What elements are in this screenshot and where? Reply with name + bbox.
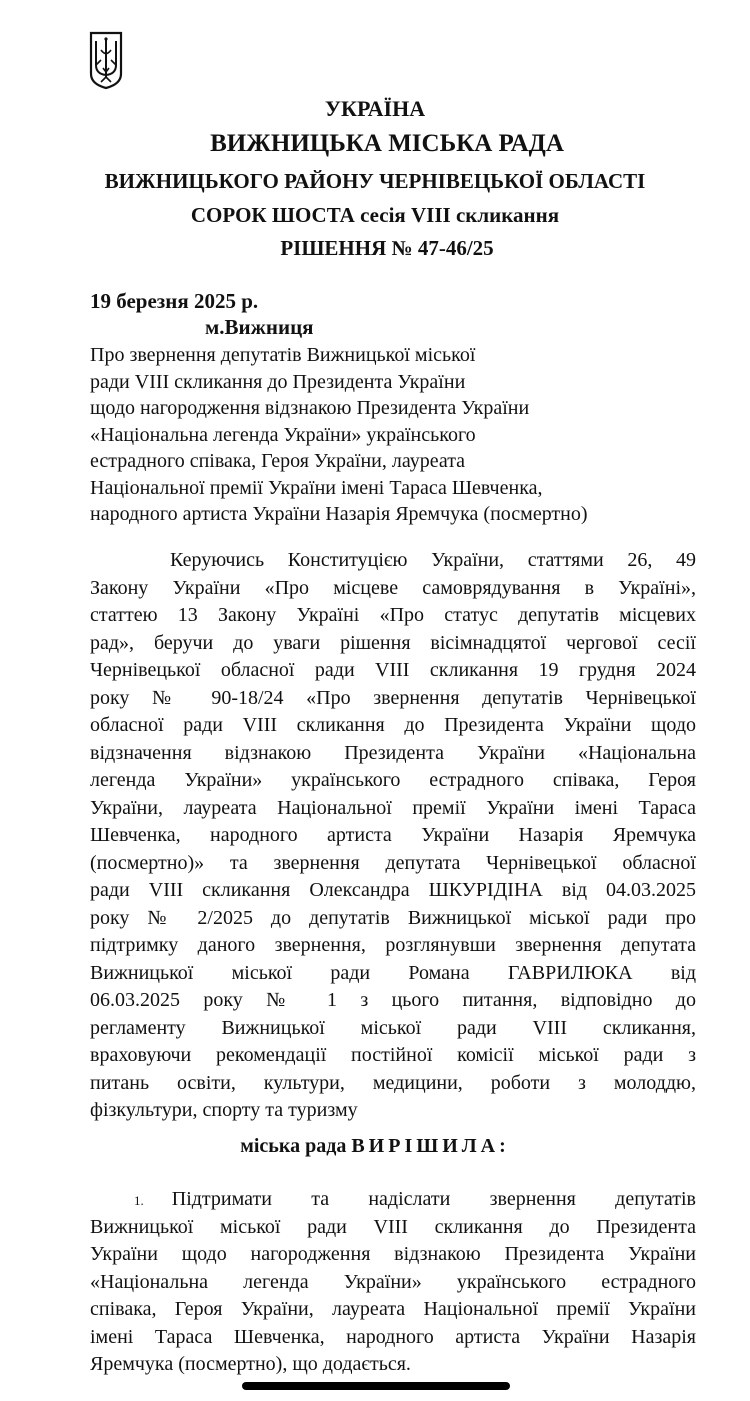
document-city: м.Вижниця [205,315,314,339]
council-heading: ВИЖНИЦЬКА МІСЬКА РАДА [210,130,564,157]
paragraph-line: Вижницької міської ради Романа ГАВРИЛЮКА від [90,961,696,984]
paragraph-line: рад», беручи до уваги рішення вісімнадцятої чергової сесії [90,631,696,654]
subject-line: «Національна легенда України» українського [90,423,476,446]
decision-word: ВИРІШИЛА: [351,1135,510,1157]
subject-line: щодо нагородження відзнакою Президента України [90,397,530,419]
paragraph-line: ради VIII скликання Олександра ШКУРІДІНА від 04.03.2025 [90,879,696,901]
paragraph-line: України, лауреата Національної премії України імені Тараса [90,796,696,819]
decision-number-heading: РІШЕННЯ № 47-46/25 [280,236,494,260]
paragraph-line: статтею 13 Закону Україні «Про статус депутатів місцевих [90,604,696,626]
item-number: 1. [134,1193,144,1208]
item-line: співака, Героя України, лауреата Національної премії України [90,1298,696,1320]
subject-line: народного артиста України Назарія Яремчука (посмертно) [90,503,588,525]
coat-of-arms-icon [88,30,124,90]
subject-line: ради VIII скликання до Президента України [90,370,466,393]
decision-item [90,1186,696,1379]
country-heading: УКРАЇНА [324,96,426,121]
paragraph-line: враховуючи рекомендації постійної комісії міської ради з [90,1044,696,1066]
decision-heading [0,1135,750,1158]
paragraph-line: відзначення відзнакою Президента України «Національна [90,741,696,764]
item-line: Вижницької міської ради VIII скликання до Президента [90,1215,696,1238]
subject-line: естрадного співака, Героя України, лауреата [90,450,466,472]
paragraph-line: року № 2/2025 до депутатів Вижницької міської ради про [90,906,696,929]
document-subject [90,342,588,528]
item-line: Підтримати та надіслати звернення депутатів [171,1188,696,1210]
home-indicator-bar[interactable] [242,1382,510,1390]
decision-prefix: міська рада [240,1135,347,1157]
paragraph-line: Шевченка, народного артиста України Назарія Яремчука [90,824,696,846]
item-first-line [90,1186,696,1214]
paragraph-line: підтримку даного звернення, розглянувши звернення депутата [90,934,696,956]
item-line: Яремчука (посмертно), що додається. [90,1353,411,1375]
session-heading: СОРОК ШОСТА сесія VIII скликання [190,203,560,227]
paragraph-line: фізкультури, спорту та туризму [90,1099,358,1121]
paragraph-line: 06.03.2025 року № 1 з цього питання, відповідно до [90,989,696,1011]
paragraph-line: (посмертно)» та звернення депутата Чернівецької обласної [90,851,696,874]
document-date: 19 березня 2025 р. [90,289,259,313]
paragraph-line: Закону України «Про місцеве самоврядування в Україні», [90,576,696,599]
preamble-paragraph [90,547,696,1125]
paragraph-line: Керуючись Конституцією України, статтями 26, 49 [170,549,696,571]
paragraph-line: Чернівецької обласної ради VIII скликання 19 грудня 2024 [90,659,696,681]
paragraph-line: обласної ради VIII скликання до Президента України щодо [90,714,696,736]
item-line: України щодо нагородження відзнакою Президента України [90,1243,696,1265]
paragraph-line: регламенту Вижницької міської ради VIII скликання, [90,1016,696,1039]
paragraph-line: легенда України» українського естрадного співака, Героя [90,769,696,791]
item-line: імені Тараса Шевченка, народного артиста України Назарія [90,1325,696,1348]
paragraph-line: року № 90-18/24 «Про звернення депутатів Чернівецької [90,686,696,709]
subject-line: Про звернення депутатів Вижницької міської [90,344,476,366]
item-line: «Національна легенда України» українського естрадного [90,1270,696,1293]
paragraph-line: питань освіти, культури, медицини, роботи з молоддю, [90,1071,696,1094]
subject-line: Національної премії України імені Тараса Шевченка, [90,476,543,499]
district-heading: ВИЖНИЦЬКОГО РАЙОНУ ЧЕРНІВЕЦЬКОЇ ОБЛАСТІ [104,169,646,193]
